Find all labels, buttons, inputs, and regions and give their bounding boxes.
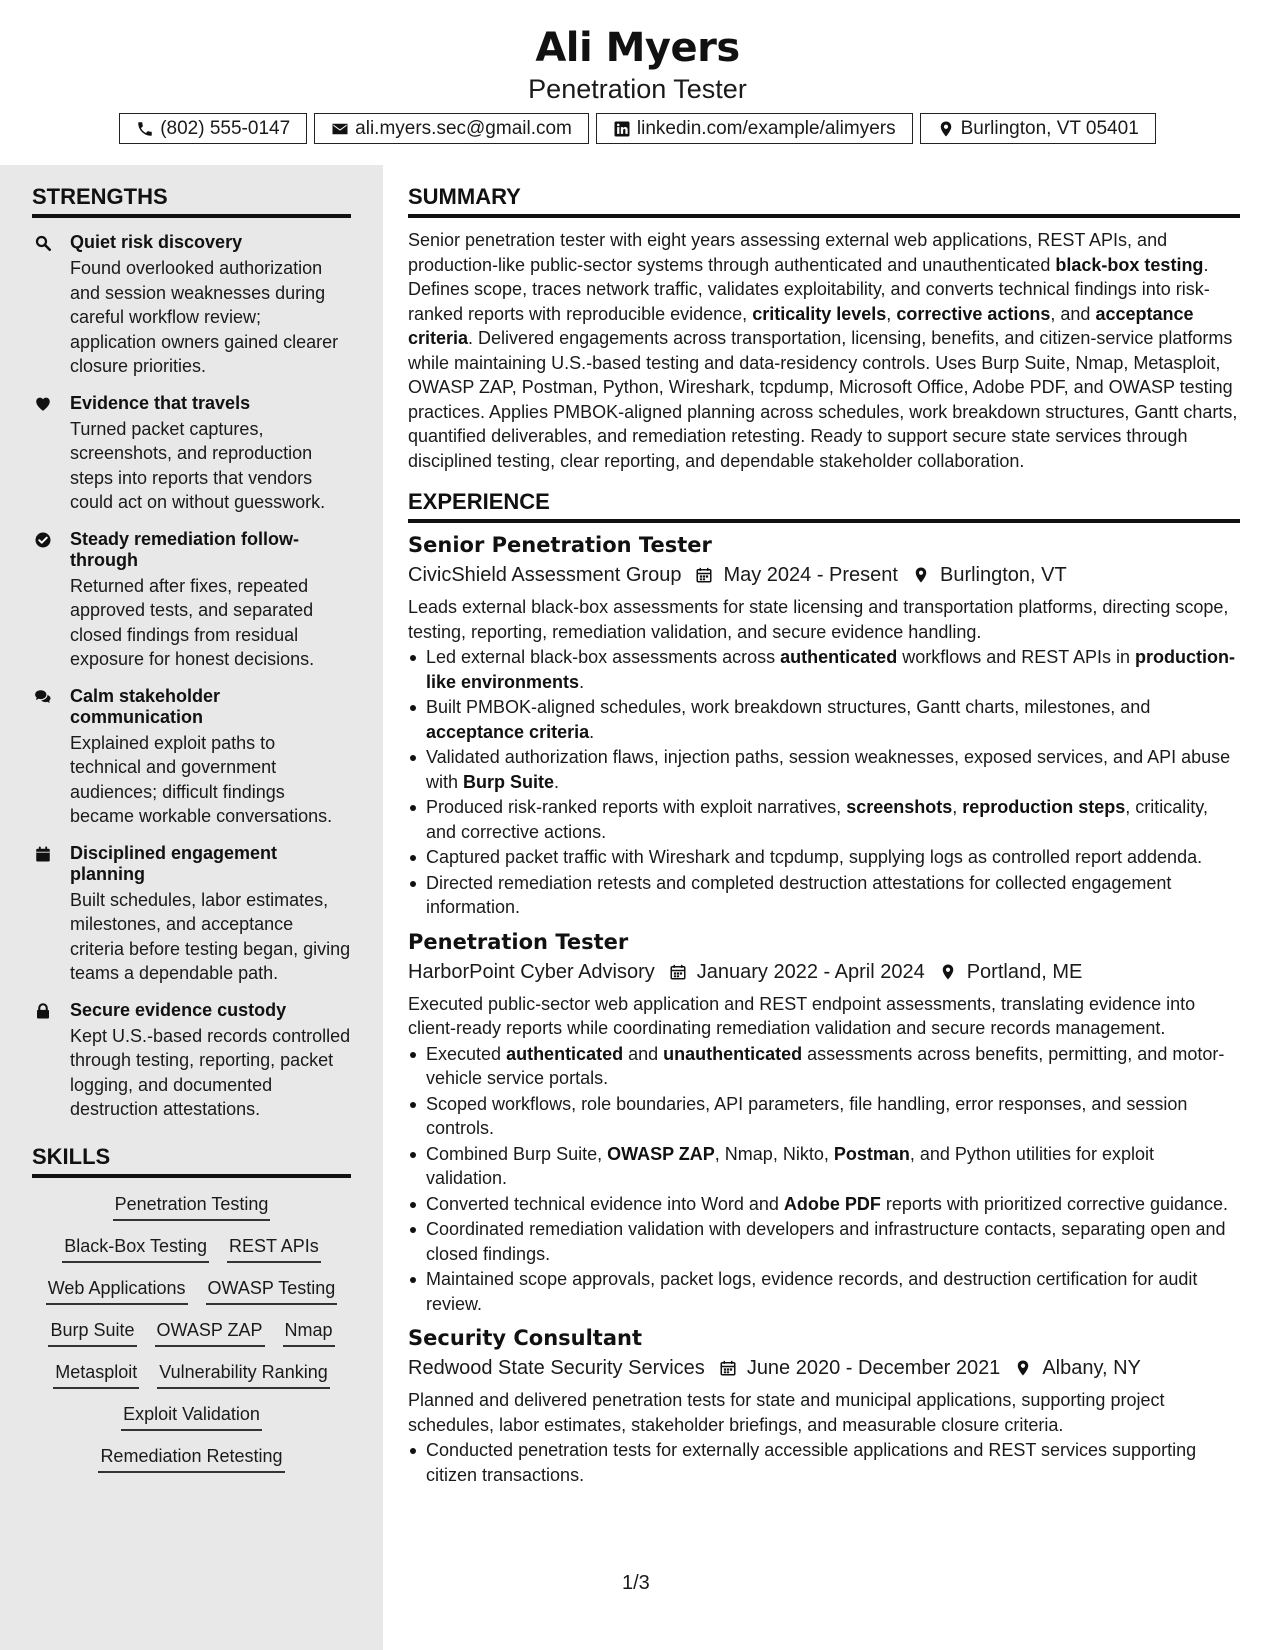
strength-title: Evidence that travels [70,392,251,413]
contact-bar [0,113,1275,144]
resume-header [0,0,1275,165]
strength-text: Turned packet captures, screenshots, and reproduction steps into reports that vendors could act on without guesswork. [70,418,326,512]
skill-tag: Remediation Retesting [98,1445,284,1473]
heart-icon [32,393,70,515]
job-meta [408,562,1240,588]
strength-text: Kept U.S.-based records controlled through testing, reporting, packet logging, and documented destruction attestations. [70,1025,351,1119]
contact-linkedin-text: linkedin.com/example/alimyers [636,117,896,139]
strength-item [32,686,351,829]
job-meta [408,1355,1240,1381]
job-title: Security Consultant [408,1326,642,1350]
strength-text: Explained exploit paths to technical and government audiences; difficult findings became workable conversations. [70,732,333,826]
candidate-title: Penetration Tester [528,74,747,104]
bullet-item: Validated authorization flaws, injection paths, session weaknesses, exposed services, and API abuse with Burp Suite. [408,745,1240,794]
strength-item [32,1000,351,1122]
comments-icon [32,686,70,829]
bullet-item: Maintained scope approvals, packet logs, evidence records, and destruction certification for audit review. [408,1267,1240,1316]
job-bullets [408,645,1240,920]
strength-title: Quiet risk discovery [70,232,243,252]
skill-tag: Nmap [283,1319,335,1347]
search-icon [32,232,70,379]
strength-text: Built schedules, labor estimates, milestones, and acceptance criteria before testing began, giving teams a dependable path. [70,889,351,983]
skill-tag: Black-Box Testing [62,1235,209,1263]
job-dates: January 2022 - April 2024 [696,960,925,983]
job-location: Burlington, VT [939,564,1067,586]
job-title: Senior Penetration Tester [408,533,712,557]
calendar-icon [695,565,713,585]
contact-email-text: ali.myers.sec@gmail.com [355,117,572,139]
location-pin-icon [912,565,930,585]
sidebar [0,165,383,1650]
bullet-item: Built PMBOK-aligned schedules, work breakdown structures, Gantt charts, milestones, and acceptance criteria. [408,695,1240,744]
skill-tag: Metasploit [53,1361,139,1389]
bullet-item: Coordinated remediation validation with developers and infrastructure contacts, separating open and closed findings. [408,1217,1240,1266]
strength-item [32,393,351,515]
skills-section [32,1144,351,1473]
job-description: Executed public-sector web application and REST endpoint assessments, translating evidence into client-ready reports while coordinating remediation validation and secure records management. [408,993,1196,1038]
job-dates: May 2024 - Present [723,564,898,586]
job-bullets [408,1438,1240,1487]
strength-title: Secure evidence custody [70,999,287,1020]
contact-linkedin[interactable] [596,113,913,144]
strength-item [32,843,351,986]
bullet-item: Led external black-box assessments across authenticated workflows and REST APIs in production-like environments. [408,645,1240,694]
skill-tag: Penetration Testing [113,1193,271,1221]
skills-heading: SKILLS [32,1144,351,1178]
bullet-item: Captured packet traffic with Wireshark and tcpdump, supplying logs as controlled report addenda. [408,845,1240,870]
bullet-item: Conducted penetration tests for externally accessible applications and REST services supporting citizen transactions. [408,1438,1240,1487]
contact-location-text: Burlington, VT 05401 [960,117,1139,139]
calendar-icon [32,843,70,986]
job-location: Albany, NY [1042,1357,1141,1379]
contact-phone-text: (802) 555-0147 [160,117,291,139]
candidate-name: Ali Myers [535,25,740,71]
job-entry [408,532,1240,920]
skill-tag: Vulnerability Ranking [157,1361,329,1389]
job-company: HarborPoint Cyber Advisory [408,960,655,983]
contact-email[interactable] [314,113,589,144]
job-meta [408,959,1240,985]
skill-tag: OWASP ZAP [155,1319,265,1347]
strengths-section [32,184,351,1122]
linkedin-icon [613,120,631,138]
check-circle-icon [32,529,70,672]
job-title: Penetration Tester [408,929,629,954]
location-pin-icon [937,120,955,138]
summary-heading: SUMMARY [408,184,1240,218]
calendar-icon [719,1358,737,1378]
strength-item [32,529,351,672]
bullet-item: Executed authenticated and unauthenticated assessments across benefits, permitting, and motor-vehicle service portals. [408,1042,1240,1091]
job-company: Redwood State Security Services [408,1357,705,1379]
summary-text: Senior penetration tester with eight years assessing external web applications, REST APIs, and production-like public-sector systems through authenticated and unauthenticated black-box testing. Defines scope, traces network traffic, validates exploitability, and converts technical findings into risk-ranked reports with reproducible evidence, criticality levels, corrective actions, and acceptance criteria. Delivered engagements across transportation, licensing, benefits, and citizen-service platforms while maintaining U.S.-based testing and data-residency controls. Uses Burp Suite, Nmap, Metasploit, OWASP ZAP, Postman, Python, Wireshark, tcpdump, Microsoft Office, Adobe PDF, and OWASP testing practices. Applies PMBOK-aligned planning across schedules, work breakdown structures, Gantt charts, quantified deliverables, and remediation retesting. Ready to support secure state services through disciplined testing, clear reporting, and dependable stakeholder collaboration. [408,230,1238,471]
job-bullets [408,1042,1240,1317]
envelope-icon [331,120,349,138]
phone-icon [136,120,154,138]
bullet-item: Combined Burp Suite, OWASP ZAP, Nmap, Nikto, Postman, and Python utilities for exploit validation. [408,1142,1240,1191]
strength-title: Disciplined engagement planning [70,842,278,884]
calendar-icon [669,962,687,982]
job-dates: June 2020 - December 2021 [746,1357,1001,1379]
job-location: Portland, ME [966,960,1083,983]
strength-text: Found overlooked authorization and session weaknesses during careful workflow review; application owners gained clearer closure priorities. [70,258,339,376]
main-content [408,165,1240,1488]
skill-tag: REST APIs [227,1235,321,1263]
bullet-item: Converted technical evidence into Word and Adobe PDF reports with prioritized corrective guidance. [408,1192,1240,1217]
bullet-item: Scoped workflows, role boundaries, API parameters, file handling, error responses, and session controls. [408,1092,1240,1141]
job-company: CivicShield Assessment Group [408,564,682,586]
strength-title: Steady remediation follow-through [70,528,300,570]
lock-icon [32,1000,70,1122]
strength-text: Returned after fixes, repeated approved tests, and separated closed findings from residual exposure for honest decisions. [70,575,315,669]
bullet-item: Directed remediation retests and completed destruction attestations for collected engagement information. [408,871,1240,920]
skill-tag: OWASP Testing [206,1277,338,1305]
page-number: 1/3 [622,1572,650,1594]
skills-list [32,1186,351,1473]
bullet-item: Produced risk-ranked reports with exploit narratives, screenshots, reproduction steps, criticality, and corrective actions. [408,795,1240,844]
location-pin-icon [939,962,957,982]
job-entry [408,1325,1240,1487]
job-description: Planned and delivered penetration tests for state and municipal applications, supporting project schedules, labor estimates, stakeholder briefings, and measurable closure criteria. [408,1390,1165,1435]
contact-phone[interactable] [119,113,307,144]
job-entry [408,929,1240,1317]
strength-title: Calm stakeholder communication [70,685,221,727]
strengths-heading: STRENGTHS [32,184,351,218]
experience-heading: EXPERIENCE [408,489,1240,523]
contact-location [920,113,1156,144]
job-description: Leads external black-box assessments for state licensing and transportation platforms, directing scope, testing, reporting, remediation validation, and secure evidence handling. [408,597,1229,642]
skill-tag: Burp Suite [48,1319,136,1347]
skill-tag: Exploit Validation [121,1403,262,1431]
skill-tag: Web Applications [46,1277,188,1305]
location-pin-icon [1014,1358,1032,1378]
strength-item [32,232,351,379]
